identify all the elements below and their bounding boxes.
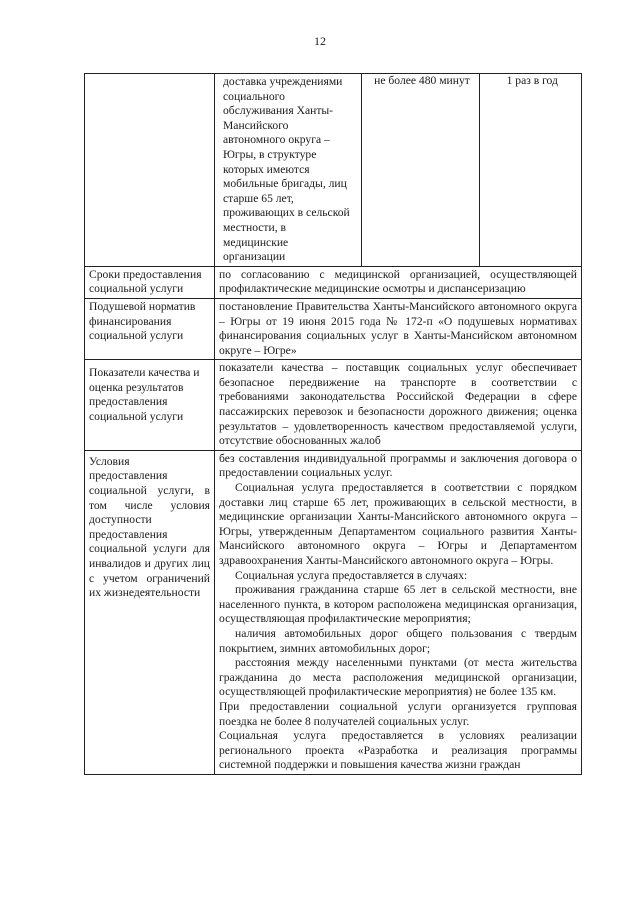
- paragraph: Социальная услуга предоставляется в соответствии с порядком доставки лиц старше 65 лет, проживающих в сельской местности, в медицинские организации Ханты-Мансийского автономного округа – Югры, утвержденным Департаментом социального развития Ханты-Мансийского автономного округа – Югры и Департаментом здравоохранения Ханты-Мансийского автономного округа – Югры.: [219, 481, 577, 567]
- label-cell: Показатели качества и оценка результатов предоставления социальной услуги: [85, 360, 215, 451]
- paragraph: Социальная услуга предоставляется в условиях реализации регионального проекта «Разработка и реализация программы системной поддержки и повышения качества жизни граждан: [219, 729, 577, 772]
- table-row: [85, 298, 582, 359]
- delivery-description: доставка учреждениями социального обслуживания Ханты-Мансийского автономного округа – Югры, в структуре которых имеются мобильные бригады, лиц старше 65 лет, проживающих в сельской местности, в медицинские организации: [223, 75, 350, 264]
- time-limit: не более 480 минут: [361, 74, 479, 266]
- page-number: 12: [314, 34, 326, 48]
- services-table: [84, 73, 582, 775]
- paragraph: проживания гражданина старше 65 лет в сельской местности, вне населенного пункта, в котором расположена медицинская организация, осуществляющая профилактические мероприятия;: [219, 583, 577, 626]
- content-cell: показатели качества – поставщик социальных услуг обеспечивает безопасное передвижение на транспорте в соответствии с требованиями законодательства Российской Федерации в сфере пассажирских перевозок и безопасности дорожного движения; оценка результатов – удовлетворенность качеством предоставляемой услуги, отсутствие обоснованных жалоб: [215, 360, 582, 451]
- frequency: 1 раз в год: [479, 74, 581, 266]
- paragraph: наличия автомобильных дорог общего пользования с твердым покрытием, зимних автомобильных дорог;: [219, 626, 577, 655]
- paragraph: расстояния между населенными пунктами (от места жительства гражданина до места расположения медицинской организации, осуществляющей профилактические мероприятия) не более 135 км.: [219, 656, 577, 699]
- inner-table: [215, 74, 581, 266]
- table-row: [85, 266, 582, 298]
- content-cell: [215, 74, 582, 267]
- table-row: [85, 74, 582, 267]
- content-cell: по согласованию с медицинской организацией, осуществляющей профилактические медицинские осмотры и диспансеризацию: [215, 266, 582, 298]
- label-cell: Сроки предоставления социальной услуги: [85, 266, 215, 298]
- paragraph: Социальная услуга предоставляется в случаях:: [235, 568, 468, 582]
- content-cell: [215, 450, 582, 774]
- paragraph: без составления индивидуальной программы и заключения договора о предоставлении социальных услуг.: [219, 451, 577, 480]
- label-cell: Условия предоставления социальной услуги, в том числе условия доступности предоставления социальной услуги для инвалидов и других лиц с учетом ограничений их жизнедеятельности: [85, 450, 215, 774]
- paragraph: При предоставлении социальной услуги организуется групповая поездка не более 8 получателей социальных услуг.: [219, 699, 577, 728]
- content-cell: постановление Правительства Ханты-Мансийского автономного округа – Югры от 19 июня 2015 года № 172-п «О подушевых нормативах финансирования социальных услуг в Ханты-Мансийском автономном округе – Югре»: [215, 298, 582, 359]
- table-row: [85, 450, 582, 774]
- label-cell: Подушевой норматив финансирования социальной услуги: [85, 298, 215, 359]
- table-row: [85, 360, 582, 451]
- label-cell: [85, 74, 215, 267]
